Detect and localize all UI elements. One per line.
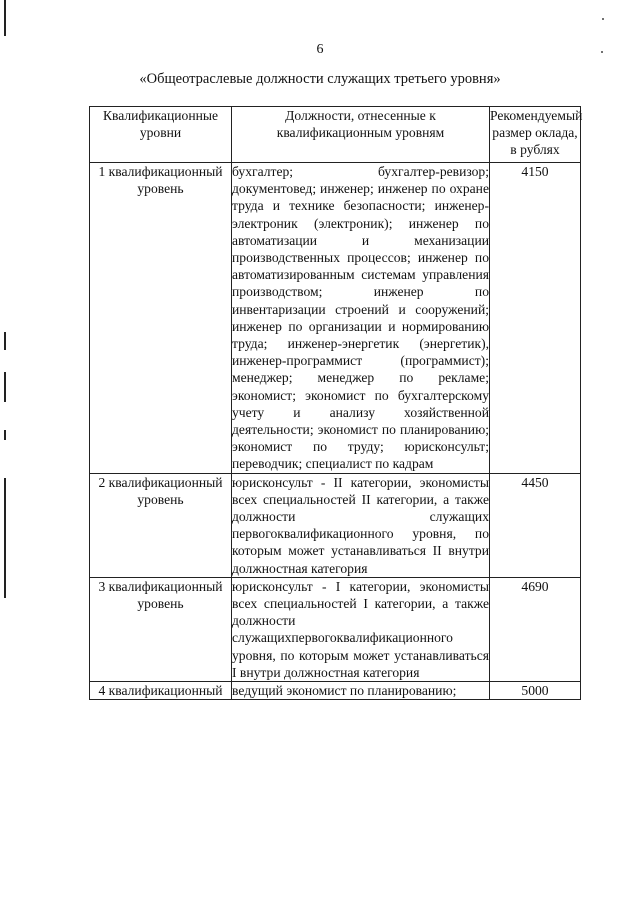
salary-cell: 4690 xyxy=(490,577,581,681)
table-row xyxy=(90,163,581,474)
page-number: 6 xyxy=(316,42,324,57)
salary-cell: 4450 xyxy=(490,473,581,577)
table-header-row xyxy=(90,107,581,163)
positions-cell: юрисконсульт - I категории, экономисты всех специальностей I категории, а также должности служащихпервогоквалификационного уровня, по которым может устанавливаться I внутри должностная категория xyxy=(232,578,489,680)
salary-cell: 4150 xyxy=(490,163,581,474)
table-row xyxy=(90,577,581,681)
scan-mark xyxy=(4,430,6,440)
scan-mark xyxy=(4,478,6,598)
level-cell: 1 квалификационный уровень xyxy=(90,163,232,474)
level-cell: 3 квалификационный уровень xyxy=(90,577,232,681)
scan-mark xyxy=(4,332,6,350)
level-cell: 2 квалификационный уровень xyxy=(90,473,232,577)
table-row xyxy=(90,682,581,700)
level-cell: 4 квалификационный xyxy=(90,682,232,700)
qualification-table xyxy=(89,106,581,700)
scan-dot xyxy=(602,18,604,20)
salary-cell: 5000 xyxy=(490,682,581,700)
header-positions: Должности, отнесенные к квалификационным уровням xyxy=(232,107,490,163)
positions-cell: бухгалтер; бухгалтер-ревизор; документовед; инженер; инженер по охране труда и технике безопасности; инженер-электроник (электроник); инженер по автоматизации и механизации производственных процессов; инженер по автоматизированным системам управления производством; инженер по инвентаризации строений и сооружений; инженер по организации и нормированию труда; инженер-энергетик (энергетик), инженер-программист (программист); менеджер; менеджер по рекламе; экономист; экономист по бухгалтерскому учету и анализу хозяйственной деятельности; экономист по планированию; экономист по труду; юрисконсульт; переводчик; специалист по кадрам xyxy=(232,164,489,472)
table-row xyxy=(90,473,581,577)
header-salary: Рекомендуемый размер оклада, в рублях xyxy=(490,107,581,163)
document-title: «Общеотраслевые должности служащих третьего уровня» xyxy=(139,71,501,87)
scan-mark xyxy=(4,0,6,36)
positions-cell: ведущий экономист по планированию; xyxy=(232,682,490,700)
header-qualification-levels: Квалификационные уровни xyxy=(90,107,232,163)
positions-cell: юрисконсульт - II категории, экономисты всех специальностей II категории, а также должности служащих первогоквалификационного уровня, по которым может устанавливаться II внутри должностная категория xyxy=(232,474,489,576)
scan-mark xyxy=(4,372,6,402)
